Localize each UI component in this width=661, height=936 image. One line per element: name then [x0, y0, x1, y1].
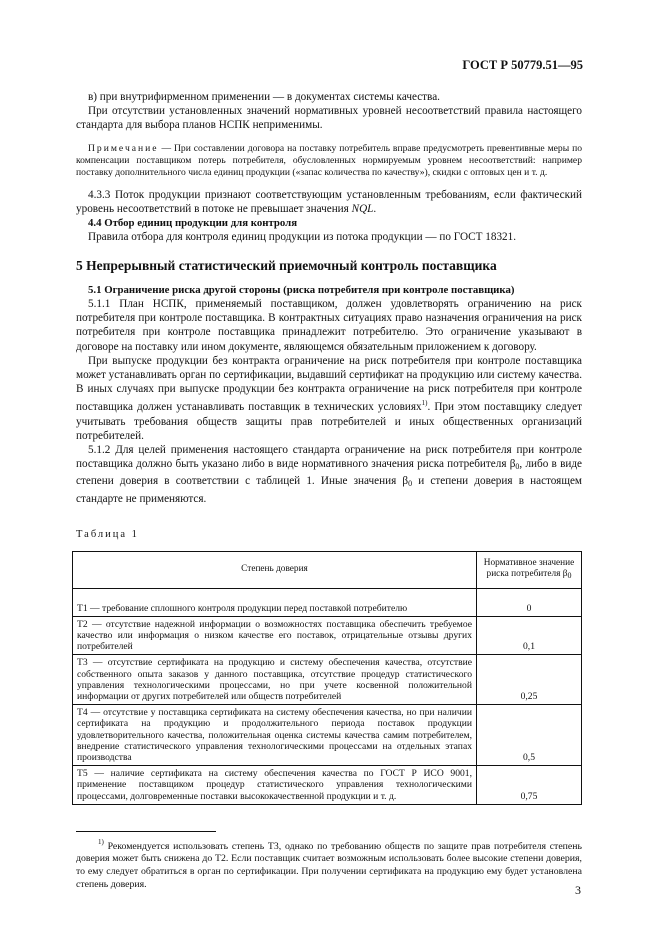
- p512-c: и степени доверия в настоящем стандарте не применяются.: [76, 475, 582, 505]
- col-header-risk-sub: 0: [567, 571, 572, 581]
- table-caption: Таблица 1: [76, 528, 139, 540]
- table-row: [73, 588, 582, 616]
- risk-value: 0,75: [477, 766, 582, 805]
- paragraph-5-1-2: [76, 443, 582, 506]
- release-text-a: При выпуске продукции без контракта ограничение на риск потребителя при контроле поставщика может устанавливать орган по сертификации, выдавший сертификат на продукцию или систему качества. В иных случаях при выпуске продукции без контракта ограничение на риск потребителя при контроле поставщика должен устанавливать поставщик в технических условиях: [76, 354, 582, 414]
- footnote-mark: 1): [98, 837, 104, 846]
- paragraph-item-v: в) при внутрифирменном применении — в документах системы качества.: [88, 91, 440, 103]
- note-text: — При составлении договора на поставку потребитель вправе предусмотреть превентивные меры по компенсации поставщиком потерь потребителя, обусловленных нормируемым уровнем несоответствий: например поставку дополнительного числа единиц продукции («запас количества по качеству»), скидки с оптовых цен и т. д.: [76, 142, 582, 179]
- paragraph-4-3-3: [76, 188, 582, 216]
- paragraph-5-1-1: 5.1.1 План НСПК, применяемый поставщиком, должен удовлетворять ограничению на риск потребителя при контроле поставщика. В контрактных ситуациях право назначения ограничения на риск потребителя при контроле поставщика принадлежит потребителю. Это ограничение указывают в договоре на поставку или ином документе, являющемся обязательным приложением к договору.: [76, 298, 582, 353]
- risk-value: 0,1: [477, 616, 582, 655]
- trust-level-text: Т5 — наличие сертификата на систему обеспечения качества по ГОСТ Р ИСО 9001, применение поставщиком процедур статистического управления технологическими процессами, долговременные поставки высококачественной продукции и т. д.: [73, 766, 477, 805]
- table-header-row: [73, 552, 582, 588]
- p512-b: , либо в виде степени доверия в соответствии с таблицей 1. Иные значения β: [76, 458, 582, 488]
- section-5-title: 5 Непрерывный статистический приемочный контроль поставщика: [76, 257, 497, 273]
- paragraph-release: [76, 354, 582, 443]
- section-4-4-title: 4.4 Отбор единиц продукции для контроля: [88, 217, 298, 230]
- release-text-b: . При этом поставщику следует учитывать требования обществ защиты прав потребителей и иных общественных организаций потребителей.: [76, 401, 582, 442]
- footnote-text: Рекомендуется использовать степень Т3, однако по требованию обществ по защите прав потребителя степень доверия может быть снижена до Т2. Если поставщик считает возможным использовать более высокие степени доверия, то ему следует обратиться в орган по сертификации. При получении сертификата на продукцию ему будет установлена степень доверия.: [76, 840, 582, 890]
- p433-end: .: [373, 203, 377, 216]
- section-5-1-title: 5.1 Ограничение риска другой стороны (риска потребителя при контроле поставщика): [88, 283, 515, 296]
- paragraph-no-levels: При отсутствии установленных значений нормативных уровней несоответствий правила настоящего стандарта для выбора планов НСПК неприменимы.: [76, 105, 582, 132]
- p512-a: 5.1.2 Для целей применения настоящего стандарта ограничение на риск потребителя при контроле поставщика должно быть указано либо в виде нормативного значения риска потребителя β: [76, 444, 582, 471]
- col-header-risk-text: Нормативное значение риска потребителя β: [483, 558, 575, 580]
- note-label: Примечание: [88, 142, 159, 154]
- table-row: [73, 766, 582, 805]
- nql-term: NQL: [351, 203, 374, 216]
- trust-level-text: Т1 — требование сплошного контроля продукции перед поставкой потребителю: [73, 588, 477, 616]
- trust-level-text: Т2 — отсутствие надежной информации о возможностях поставщика обеспечить требуемое качество или информация о низком качестве его поставок, отрицательные отзывы других потребителей: [73, 616, 477, 655]
- table-row: [73, 655, 582, 705]
- beta-sub-2: 0: [408, 479, 413, 489]
- trust-level-text: Т3 — отсутствие сертификата на продукцию и систему обеспечения качества, отсутствие собственного опыта заказов у данного поставщика, отсутствие процедур статистического управления технологическими процессами, но при учете косвенной положительной информации от других потребителей или обществ потребителей: [73, 655, 477, 705]
- col-header-risk: [477, 552, 582, 588]
- risk-value: 0: [477, 588, 582, 616]
- page-number: 3: [575, 883, 581, 897]
- standard-header: ГОСТ Р 50779.51—95: [462, 58, 583, 72]
- table-row: [73, 705, 582, 766]
- trust-level-text: Т4 — отсутствие у поставщика сертификата на систему обеспечения качества, но при наличии сертификата на продукцию и продолжительного периода поставок продукции удовлетворительного качества, положительная оценка системы качества самим потребителем, внедрение статистического управления технологическими процессами на отдельных этапах производства: [73, 705, 477, 766]
- risk-value: 0,5: [477, 705, 582, 766]
- section-4-4-text: Правила отбора для контроля единиц продукции из потока продукции — по ГОСТ 18321.: [88, 231, 517, 244]
- p433-text: 4.3.3 Поток продукции признают соответствующим установленным требованиям, если фактический уровень несоответствий в потоке не превышает значения: [76, 188, 582, 216]
- trust-table: [72, 551, 582, 805]
- col-header-trust: Степень доверия: [73, 552, 477, 588]
- footnote-ref: 1): [421, 399, 428, 408]
- note: [76, 143, 582, 180]
- footnote: [76, 836, 582, 891]
- footnote-divider: [76, 831, 216, 832]
- page-content: [76, 90, 582, 891]
- beta-sub-1: 0: [515, 462, 520, 472]
- table-row: [73, 616, 582, 655]
- risk-value: 0,25: [477, 655, 582, 705]
